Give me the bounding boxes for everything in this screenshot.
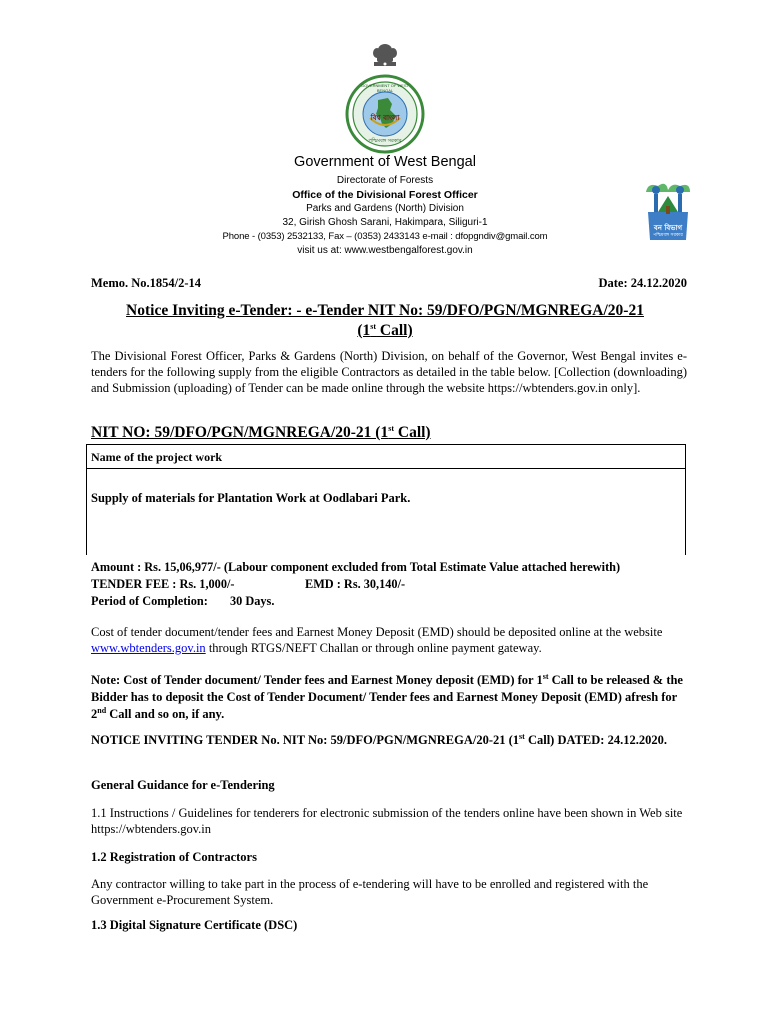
table-header-cell (87, 445, 685, 469)
period-label: Period of Completion: (91, 594, 208, 608)
project-work-name: Supply of materials for Plantation Work at Oodlabari Park. (91, 491, 411, 505)
registration-text: Any contractor willing to take part in the process of e-tendering will have to be enrolled and registered with the Government e-Procurement System. (91, 877, 649, 907)
project-table (86, 444, 686, 555)
address-line: 32, Girish Ghosh Sarani, Hakimpara, Siliguri-1 (282, 217, 488, 228)
website-line: visit us at: www.westbengalforest.gov.in (297, 245, 473, 256)
nit-dated-paragraph: NOTICE INVITING TENDER No. NIT No: 59/DFO/PGN/MGNREGA/20-21 (1st Call) DATED: 24.12.2020. (91, 731, 667, 747)
nit-heading: NIT NO: 59/DFO/PGN/MGNREGA/20-21 (1st Call) (91, 423, 431, 441)
forest-logo-subtext: পশ্চিমবঙ্গ সরকার (653, 233, 683, 238)
division-line: Parks and Gardens (North) Division (306, 203, 464, 214)
contact-line: Phone - (0353) 2532133, Fax – (0353) 2433143 e-mail : dfopgndiv@gmail.com (222, 231, 548, 242)
cost-paragraph: Cost of tender document/tender fees and Earnest Money Deposit (EMD) should be deposited online at the website www.wbtenders.gov.in through RTGS/NEFT Challan or through online payment gateway. (91, 625, 663, 655)
emd-amount: EMD : Rs. 30,140/- (305, 577, 406, 591)
memo-date: Date: 24.12.2020 (598, 276, 687, 290)
directorate-line: Directorate of Forests (336, 175, 434, 186)
dsc-heading: 1.3 Digital Signature Certificate (DSC) (91, 918, 298, 932)
table-work-cell (87, 469, 685, 507)
intro-paragraph: The Divisional Forest Officer, Parks & Gardens (North) Division, on behalf of the Governor, West Bengal invites e-tenders for the following supply from the eligible Contractors as detailed in the table below. [Collection (downloading) and Submission (uploading) of Tender can be made online through the website https://wbtenders.gov.in only]. (91, 349, 687, 395)
memo-number: Memo. No.1854/2-14 (91, 276, 202, 290)
guidance-1-1: 1.1 Instructions / Guidelines for tenderers for electronic submission of the tenders online have been shown in Web site https://wbtenders.gov.in (91, 806, 683, 836)
notice-title-line1: Notice Inviting e-Tender: - e-Tender NIT No: 59/DFO/PGN/MGNREGA/20-21 (126, 302, 644, 319)
emblem-mid-text: বিশ্ব বাংলা (370, 114, 400, 122)
wbtenders-link[interactable]: www.wbtenders.gov.in (91, 641, 206, 655)
period-value: 30 Days. (230, 594, 275, 608)
tender-fee: TENDER FEE : Rs. 1,000/- (91, 577, 235, 591)
notice-title (0, 301, 770, 321)
forest-logo-text: বন বিভাগ (653, 224, 683, 232)
emblem-bottom-text: পশ্চিমবঙ্গ সরকার (368, 138, 402, 144)
emblem-top-text: GOVERNMENT OF WEST BENGAL (361, 83, 409, 93)
table-header-label: Name of the project work (91, 450, 223, 464)
registration-heading: 1.2 Registration of Contractors (91, 850, 257, 864)
government-title: Government of West Bengal (294, 154, 476, 170)
office-line: Office of the Divisional Forest Officer (292, 189, 478, 201)
notice-title-call: (1st Call) (357, 321, 413, 339)
guidance-heading: General Guidance for e-Tendering (91, 778, 275, 792)
amount-line: Amount : Rs. 15,06,977/- (Labour component excluded from Total Estimate Value attached herewith) (91, 560, 621, 574)
note-paragraph: Note: Cost of Tender document/ Tender fees and Earnest Money deposit (EMD) for 1st Call to be released & the Bidder has to deposit the Cost of Tender Document/ Tender fees and Earnest Money Deposit (EMD) afresh for 2nd Call and so on, if any. (91, 671, 683, 721)
